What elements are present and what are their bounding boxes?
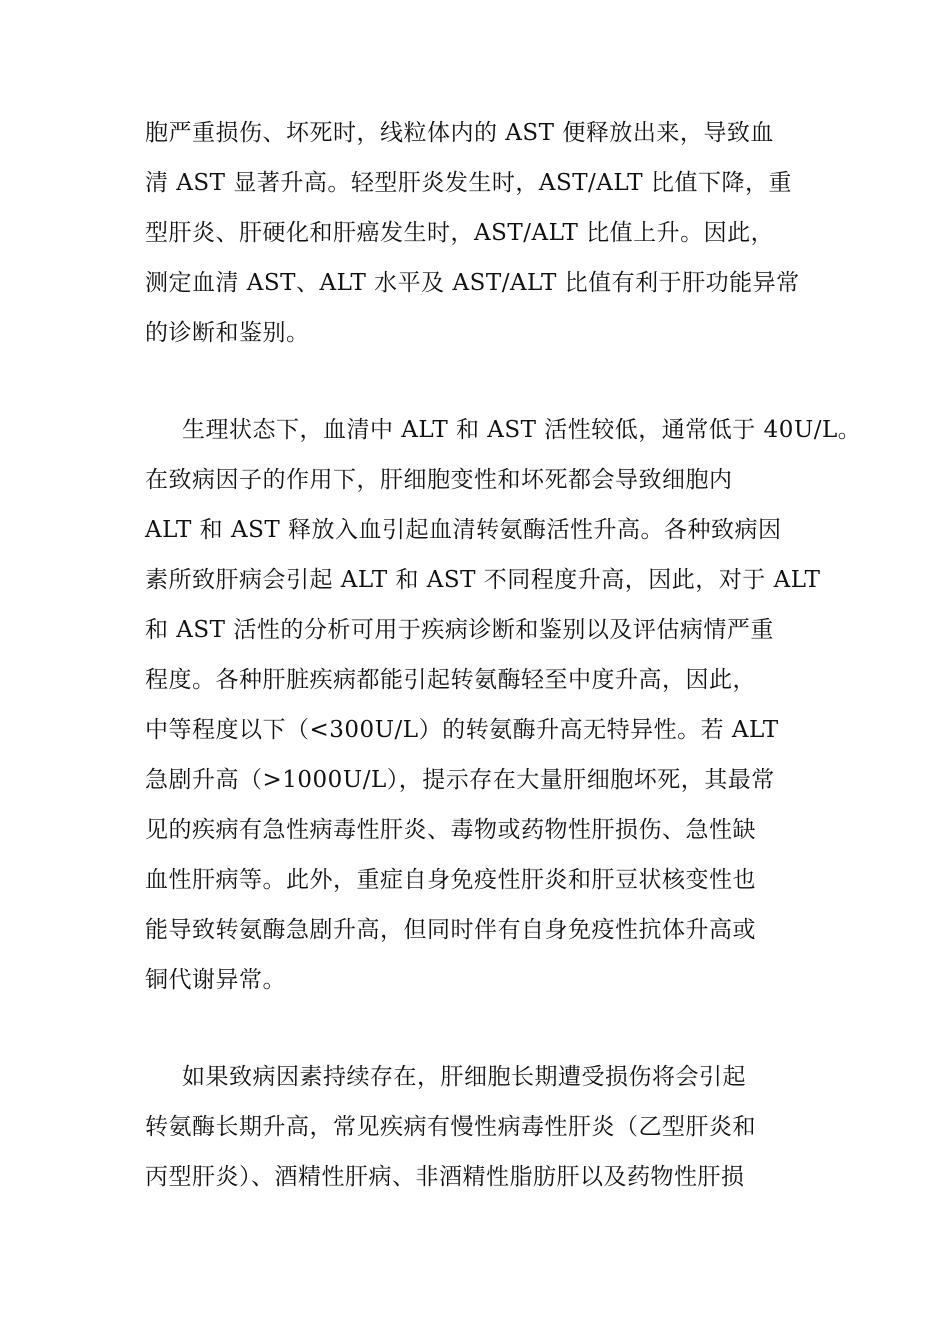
text-line: 如果致病因素持续存在，肝细胞长期遭受损伤将会引起 xyxy=(182,1064,746,1090)
text-line: 血性肝病等。此外，重症自身免疫性肝炎和肝豆状核变性也 xyxy=(145,867,756,893)
text-line: 的诊断和鉴别。 xyxy=(145,320,310,346)
text-line: 和 AST 活性的分析可用于疾病诊断和鉴别以及评估病情严重 xyxy=(145,617,774,643)
text-line: 生理状态下，血清中 ALT 和 AST 活性较低，通常低于 40U/L。 xyxy=(182,417,862,443)
text-line: 素所致肝病会引起 ALT 和 AST 不同程度升高，因此，对于 ALT xyxy=(145,567,821,593)
text-line: 急剧升高（>1000U/L），提示存在大量肝细胞坏死，其最常 xyxy=(145,767,775,793)
text-line: 能导致转氨酶急剧升高，但同时伴有自身免疫性抗体升高或 xyxy=(145,917,756,943)
text-line: 清 AST 显著升高。轻型肝炎发生时，AST/ALT 比值下降，重 xyxy=(145,170,792,196)
text-line: 转氨酶长期升高，常见疾病有慢性病毒性肝炎（乙型肝炎和 xyxy=(145,1114,756,1140)
text-line: 测定血清 AST、ALT 水平及 AST/ALT 比值有利于肝功能异常 xyxy=(145,270,800,296)
text-line: 胞严重损伤、坏死时，线粒体内的 AST 便释放出来，导致血 xyxy=(145,120,774,146)
text-line: 见的疾病有急性病毒性肝炎、毒物或药物性肝损伤、急性缺 xyxy=(145,817,756,843)
text-line: 型肝炎、肝硬化和肝癌发生时，AST/ALT 比值上升。因此， xyxy=(145,220,775,246)
text-line: ALT 和 AST 释放入血引起血清转氨酶活性升高。各种致病因 xyxy=(145,517,782,543)
text-line: 程度。各种肝脏疾病都能引起转氨酶轻至中度升高，因此， xyxy=(145,667,756,693)
text-line: 铜代谢异常。 xyxy=(145,967,286,993)
text-line: 丙型肝炎）、酒精性肝病、非酒精性脂肪肝以及药物性肝损 xyxy=(145,1164,745,1190)
text-line: 在致病因子的作用下，肝细胞变性和坏死都会导致细胞内 xyxy=(145,467,733,493)
text-line: 中等程度以下（<300U/L）的转氨酶升高无特异性。若 ALT xyxy=(145,717,779,743)
